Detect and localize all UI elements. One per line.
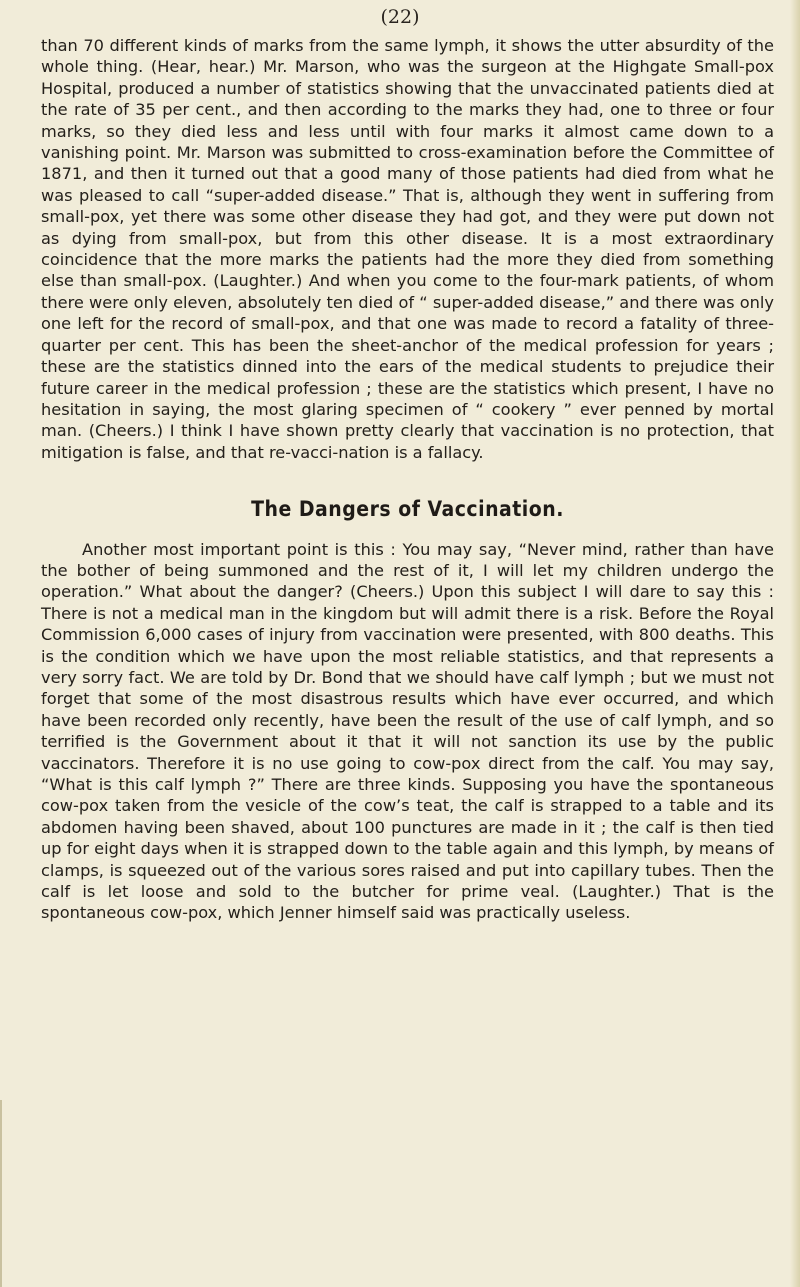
page-edge-shadow <box>790 0 800 1287</box>
paragraph-dangers: Another most important point is this : You may say, “Never mind, rather than have the bother of being summoned and the rest of it, I will let my children undergo the operation.” What about the danger? (Cheers.) Upon this subject I will dare to say this : There is not a medical man in the kingdom but will admit there is a risk. Before the Royal Commission 6,000 cases of injury from vaccination were presented, with 800 deaths. This is the condition which we have upon the most reliable statistics, and that represents a very sorry fact. We are told by Dr. Bond that we should have calf lymph ; but we must not forget that some of the most disastrous results which have ever occurred, and which have been recorded only recently, have been the result of the use of calf lymph, and so terrified is the Government about it that it will not sanction its use by the public vaccinators. Therefore it is no use going to cow-pox direct from the calf. You may say, “What is this calf lymph ?” There are three kinds. Supposing you have the spontaneous cow-pox taken from the vesicle of the cow’s teat, the calf is strapped to a table and its abdomen having been shaved, about 100 punctures are made in it ; the calf is then tied up for eight days when it is strapped down to the table again and this lymph, by means of clamps, is squeezed out of the various sores raised and put into capillary tubes. Then the calf is let loose and sold to the butcher for prime veal. (Laughter.) That is the spontaneous cow-pox, which Jenner himself said was practically useless. <box>41 539 774 923</box>
paragraph-continued: than 70 different kinds of marks from the same lymph, it shows the utter absurdity of the whole thing. (Hear, hear.) Mr. Marson, who was the surgeon at the Highgate Small-pox Hospital, produced a number of statistics showing that the unvaccinated patients died at the rate of 35 per cent., and then according to the marks they had, one to three or four marks, so they died less and less until with four marks it almost came down to a vanishing point. Mr. Marson was submitted to cross-examination before the Committee of 1871, and then it turned out that a good many of those patients had died from what he was pleased to call “super-added disease.” That is, although they went in suffering from small-pox, yet there was some other disease they had got, and they were put down not as dying from small-pox, but from this other disease. It is a most extraordinary coincidence that the more marks the patients had the more they died from something else than small-pox. (Laughter.) And when you come to the four-mark patients, of whom there were only eleven, absolutely ten died of “ super-added disease,” and there was only one left for the record of small-pox, and that one was made to record a fatality of three-quarter per cent. This has been the sheet-anchor of the medical profession for years ; these are the statistics dinned into the ears of the medical students to prejudice their future career in the medical profession ; these are the statistics which present, I have no hesitation in saying, the most glaring specimen of “ cookery ” ever penned by mortal man. (Cheers.) I think I have shown pretty clearly that vaccination is no protection, that mitigation is false, and that re-vacci-nation is a fallacy. <box>41 36 774 462</box>
page-number: (22) <box>380 6 420 28</box>
body-text <box>41 35 774 924</box>
page-fold-line <box>0 1100 2 1287</box>
section-heading: The Dangers of Vaccination. <box>251 497 564 522</box>
